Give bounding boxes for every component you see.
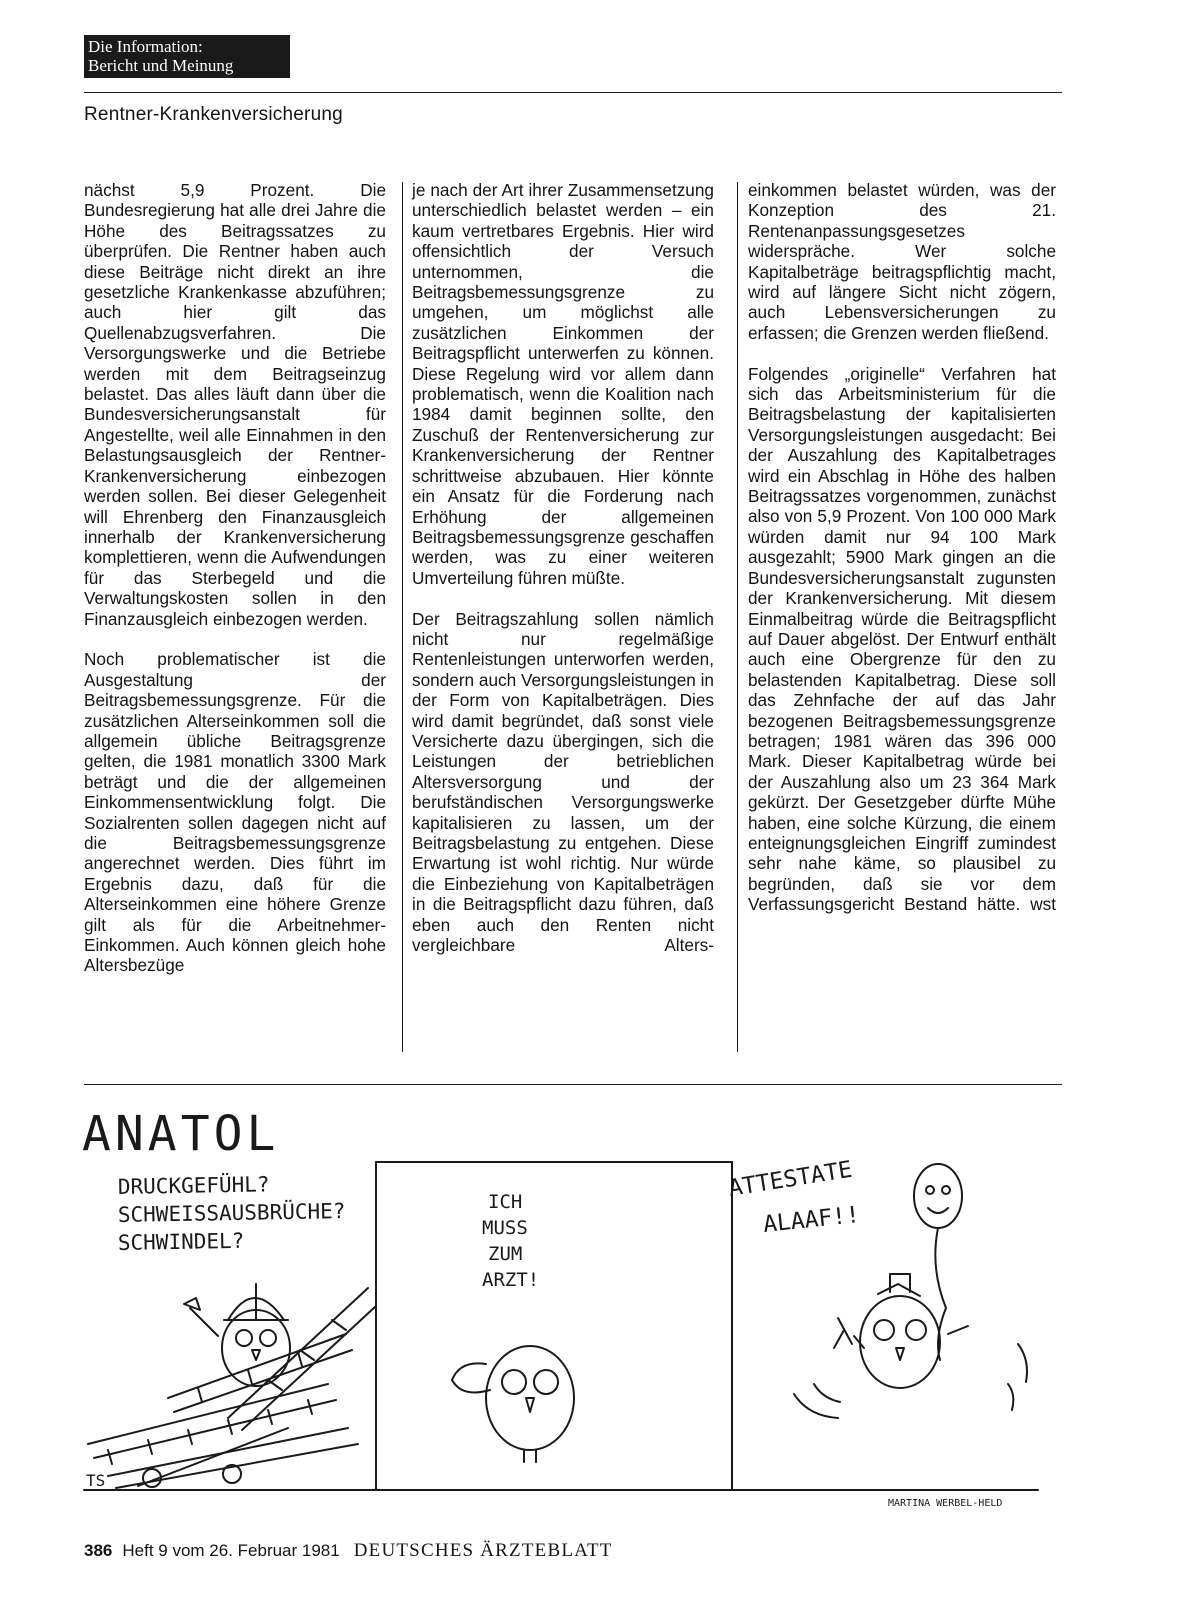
- comic-caption-line: ALAAF!!: [761, 1201, 862, 1238]
- comic-caption-line: ATTESTATE: [726, 1156, 855, 1202]
- paragraph: Noch problematischer ist die Ausgestaltung der Beitragsbemessungsgrenze. Für die zusätzlichen Alterseinkommen soll die allgemein übliche Beitragsgrenze gelten, die 1981 monatlich 3300 Mark beträgt und die der allgemeinen Einkommensentwicklung folgt. Die Sozialrenten sollen dagegen nicht auf die Beitragsbemessungsgrenze angerechnet werden. Dies führt im Ergebnis dazu, daß für die Alterseinkommen eine höhere Grenze gilt als für die Arbeitnehmer-Einkommen. Auch können gleich hohe Altersbezüge: [84, 649, 386, 976]
- comic-speech-line: ARZT!: [482, 1269, 540, 1291]
- owl-holding-head-drawing: [452, 1346, 574, 1462]
- magazine-name: DEUTSCHES ÄRZTEBLATT: [353, 1540, 613, 1561]
- comic-speech-line: ZUM: [488, 1243, 523, 1265]
- paragraph: Der Beitragszahlung sollen nämlich nicht nur regelmäßige Rentenleistungen unterworfen werden, sondern auch Versorgungsleistungen in der Form von Kapitalbeträgen. Dies wird damit begründet, daß sonst viele Versicherte dazu übergingen, sich die Leistungen der betrieblichen Altersversorgung und der berufständischen Versorgungswerke kapitalisieren zu lassen, um der Beitragsbelastung zu entgehen. Diese Erwartung ist wohl richtig. Nur würde die Einbeziehung von Kapitalbeträgen in die Beitragspflicht dazu führen, daß eben auch den Renten nicht vergleichbare Alters-: [412, 608, 714, 956]
- column-divider: [737, 182, 738, 1052]
- paragraph: einkommen belastet würden, was der Konzeption des 21. Rentenanpassungsgesetzes widerspräche. Wer solche Kapitalbeträge beitragspflichtig macht, wird auf längere Sicht nicht zögern, auch Lebensversicherungen zu erfassen; die Grenzen werden fließend.: [748, 180, 1056, 343]
- comic-top-rule: [84, 1084, 1062, 1085]
- owl-with-helmet-drawing: [184, 1284, 290, 1386]
- comic-caption-line: SCHWINDEL?: [117, 1228, 245, 1255]
- comic-signature-right: MARTINA WERBEL-HELD: [888, 1498, 1003, 1509]
- comic-title: ANATOL: [82, 1106, 280, 1162]
- paragraph: nächst 5,9 Prozent. Die Bundesregierung hat alle drei Jahre die Höhe des Beitragssatzes zu überprüfen. Die Rentner haben auch diese Beiträge nicht direkt an ihre gesetzliche Krankenkasse abzuführen; auch hier gilt das Quellenabzugsverfahren. Die Versorgungswerke und die Betriebe werden mit dem Beitragseinzug belastet. Das alles läuft dann über die Bundesversicherungsanstalt für Angestellte, weil alle Einnahmen in den Belastungsausgleich der Rentner-Krankenversicherung einbezogen werden sollen. Bei dieser Gelegenheit will Ehrenberg den Finanzausgleich innerhalb der Krankenversicherung komplettieren, wenn die Aufwendungen für das Sterbegeld und die Verwaltungskosten sollen in den Finanzausgleich einbezogen werden.: [84, 180, 386, 629]
- column-divider: [402, 182, 403, 1052]
- text-column-2: [412, 180, 714, 955]
- page-footer: [84, 1540, 613, 1562]
- comic-caption-line: DRUCKGEFÜHL?: [117, 1172, 270, 1199]
- text-column-3: [748, 180, 1056, 915]
- header-rule: [84, 92, 1062, 93]
- rubric-line-1: Die Information:: [88, 37, 203, 56]
- rubric-box: [84, 35, 290, 78]
- section-title: Rentner-Krankenversicherung: [84, 104, 343, 125]
- ladder-pile-drawing: [88, 1288, 376, 1488]
- comic-caption-line: SCHWEISSAUSBRÜCHE?: [117, 1199, 346, 1227]
- comic-signature-left: TS: [86, 1471, 106, 1490]
- text-column-1: [84, 180, 386, 976]
- page-number: 386: [84, 1541, 113, 1560]
- comic-speech-line: ICH: [488, 1191, 523, 1213]
- paragraph: je nach der Art ihrer Zusammensetzung unterschiedlich belastet werden – ein kaum vertretbares Ergebnis. Hier wird offensichtlich der Versuch unternommen, die Beitragsbemessungsgrenze zu umgehen, um möglichst alle zusätzlichen Einkommen der Beitragspflicht unterwerfen zu können. Diese Regelung wird vor allem dann problematisch, wenn die Koalition nach 1984 damit beginnen sollte, den Zuschuß der Rentenversicherung zur Krankenversicherung der Rentner schrittweise abzubauen. Hier könnte ein Ansatz für die Forderung nach Erhöhung der allgemeinen Beitragsbemessungsgrenze geschaffen werden, was zu einer weiteren Umverteilung führen müßte.: [412, 180, 714, 588]
- rubric-line-2: Bericht und Meinung: [88, 56, 234, 75]
- celebrating-owl-drawing: [794, 1274, 1027, 1418]
- comic-strip: [78, 1098, 1078, 1518]
- comic-speech-line: MUSS: [482, 1217, 528, 1239]
- issue-info: Heft 9 vom 26. Februar 1981: [122, 1541, 340, 1560]
- paragraph: Folgendes „originelle“ Verfahren hat sich das Arbeitsministerium für die Beitragsbelastung der kapitalisierten Versorgungsleistungen ausgedacht: Bei der Auszahlung des Kapitalbetrages wird ein Abschlag in Höhe des halben Beitragssatzes vorgenommen, zunächst also von 5,9 Prozent. Von 100 000 Mark würden damit nur 94 100 Mark ausgezahlt; 5900 Mark gingen an die Bundesversicherungsanstalt zugunsten der Krankenversicherung. Mit diesem Einmalbeitrag würde die Beitragspflicht auf Dauer abgelöst. Der Entwurf enthält auch eine Obergrenze für den zu belastenden Kapitalbetrag. Diese soll das Zehnfache der auf das Jahr bezogenen Beitragsbemessungsgrenze betragen; 1981 wären das 396 000 Mark. Dieser Kapitalbetrag würde bei der Auszahlung also um 23 364 Mark gekürzt. Der Gesetzgeber dürfte Mühe haben, eine solche Kürzung, die einem enteignungsgleichen Eingriff zumindest sehr nahe käme, so plausibel zu begründen, daß sie vor dem Verfassungsgericht Bestand hätte. wst: [748, 363, 1056, 915]
